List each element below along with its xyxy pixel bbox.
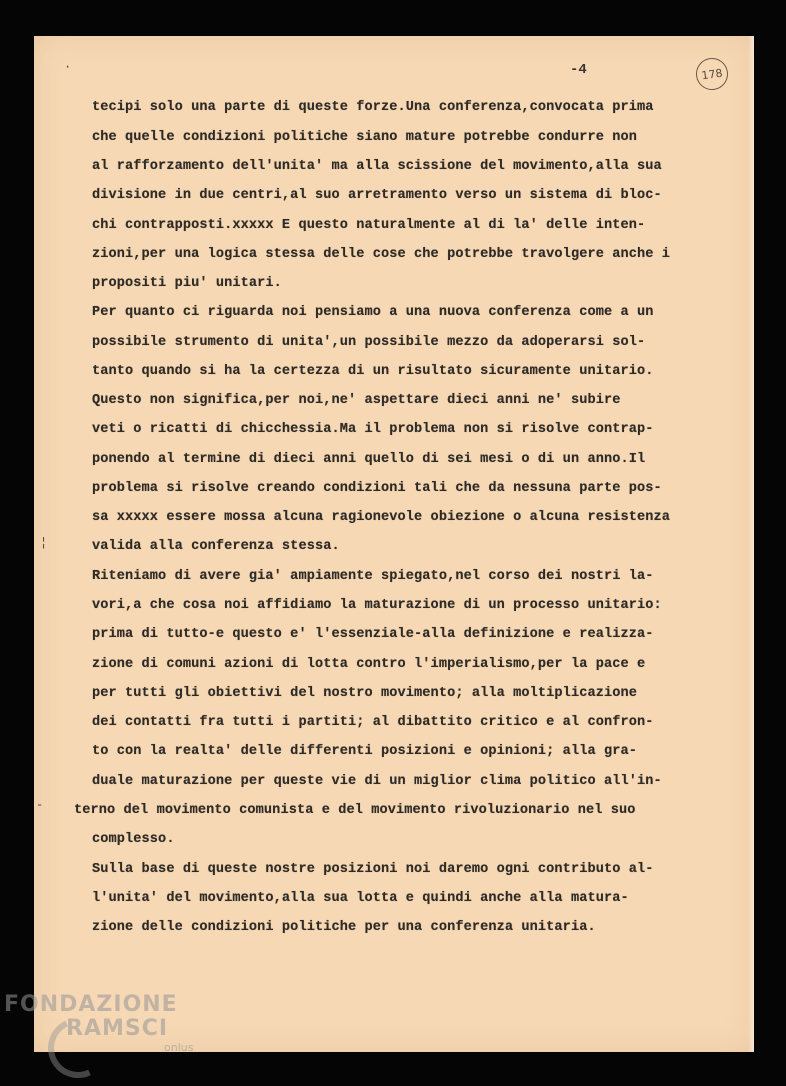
text-line: propositi piu' unitari.: [92, 276, 282, 291]
text-line: Questo non significa,per noi,ne' aspettare dieci anni ne' subire: [92, 393, 621, 408]
text-line: veti o ricatti di chicchessia.Ma il problema non si risolve contrap-: [92, 422, 654, 437]
text-line: vori,a che cosa noi affidiamo la maturazione di un processo unitario:: [92, 598, 662, 613]
page-number: -4: [570, 62, 587, 78]
text-line: Riteniamo di avere gia' ampiamente spiegato,nel corso dei nostri la-: [92, 569, 654, 584]
text-line: chi contrapposti.xxxxx E questo naturalmente al di la' delle inten-: [92, 218, 646, 233]
text-line: terno del movimento comunista e del movimento rivoluzionario nel suo: [74, 803, 636, 818]
text-line: l'unita' del movimento,alla sua lotta e quindi anche alla matura-: [92, 891, 629, 906]
text-line: problema si risolve creando condizioni tali che da nessuna parte pos-: [92, 481, 662, 496]
margin-mark: ¦: [40, 536, 48, 550]
text-line: zione di comuni azioni di lotta contro l'imperialismo,per la pace e: [92, 657, 646, 672]
watermark-line2: RAMSCI: [66, 1016, 169, 1041]
watermark-line1: FONDAZIONE: [4, 992, 178, 1017]
text-line: che quelle condizioni politiche siano mature potrebbe condurre non: [92, 130, 637, 145]
text-line: tecipi solo una parte di queste forze.Una conferenza,convocata prima: [92, 100, 654, 115]
text-line: al rafforzamento dell'unita' ma alla scissione del movimento,alla sua: [92, 159, 662, 174]
text-line: possibile strumento di unita',un possibile mezzo da adoperarsi sol-: [92, 335, 646, 350]
text-line: prima di tutto-e questo e' l'essenziale-alla definizione e realizza-: [92, 627, 654, 642]
text-line: tanto quando si ha la certezza di un risultato sicuramente unitario.: [92, 364, 654, 379]
text-line: to con la realta' delle differenti posizioni e opinioni; alla gra-: [92, 744, 637, 759]
text-line: dei contatti fra tutti i partiti; al dibattito critico e al confron-: [92, 715, 654, 730]
text-line: ponendo al termine di dieci anni quello di sei mesi o di un anno.Il: [92, 452, 646, 467]
text-line: valida alla conferenza stessa.: [92, 539, 340, 554]
text-line: complesso.: [92, 832, 175, 847]
paper-speck: ·: [64, 60, 72, 74]
document-page: [34, 36, 754, 1052]
archive-stamp: 178: [694, 56, 730, 92]
text-line: divisione in due centri,al suo arretramento verso un sistema di bloc-: [92, 188, 662, 203]
text-line: per tutti gli obiettivi del nostro movimento; alla moltiplicazione: [92, 686, 637, 701]
document-text: [34, 36, 754, 1052]
margin-arrow-mark: -: [36, 798, 44, 812]
text-line: zione delle condizioni politiche per una conferenza unitaria.: [92, 920, 596, 935]
text-line: zioni,per una logica stessa delle cose che potrebbe travolgere anche i: [92, 247, 671, 262]
text-line: sa xxxxx essere mossa alcuna ragionevole obiezione o alcuna resistenza: [92, 510, 671, 525]
watermark-onlus: onlus: [164, 1041, 194, 1054]
text-line: Sulla base di queste nostre posizioni noi daremo ogni contributo al-: [92, 862, 654, 877]
text-line: Per quanto ci riguarda noi pensiamo a una nuova conferenza come a un: [92, 305, 654, 320]
text-line: duale maturazione per queste vie di un miglior clima politico all'in-: [92, 774, 662, 789]
